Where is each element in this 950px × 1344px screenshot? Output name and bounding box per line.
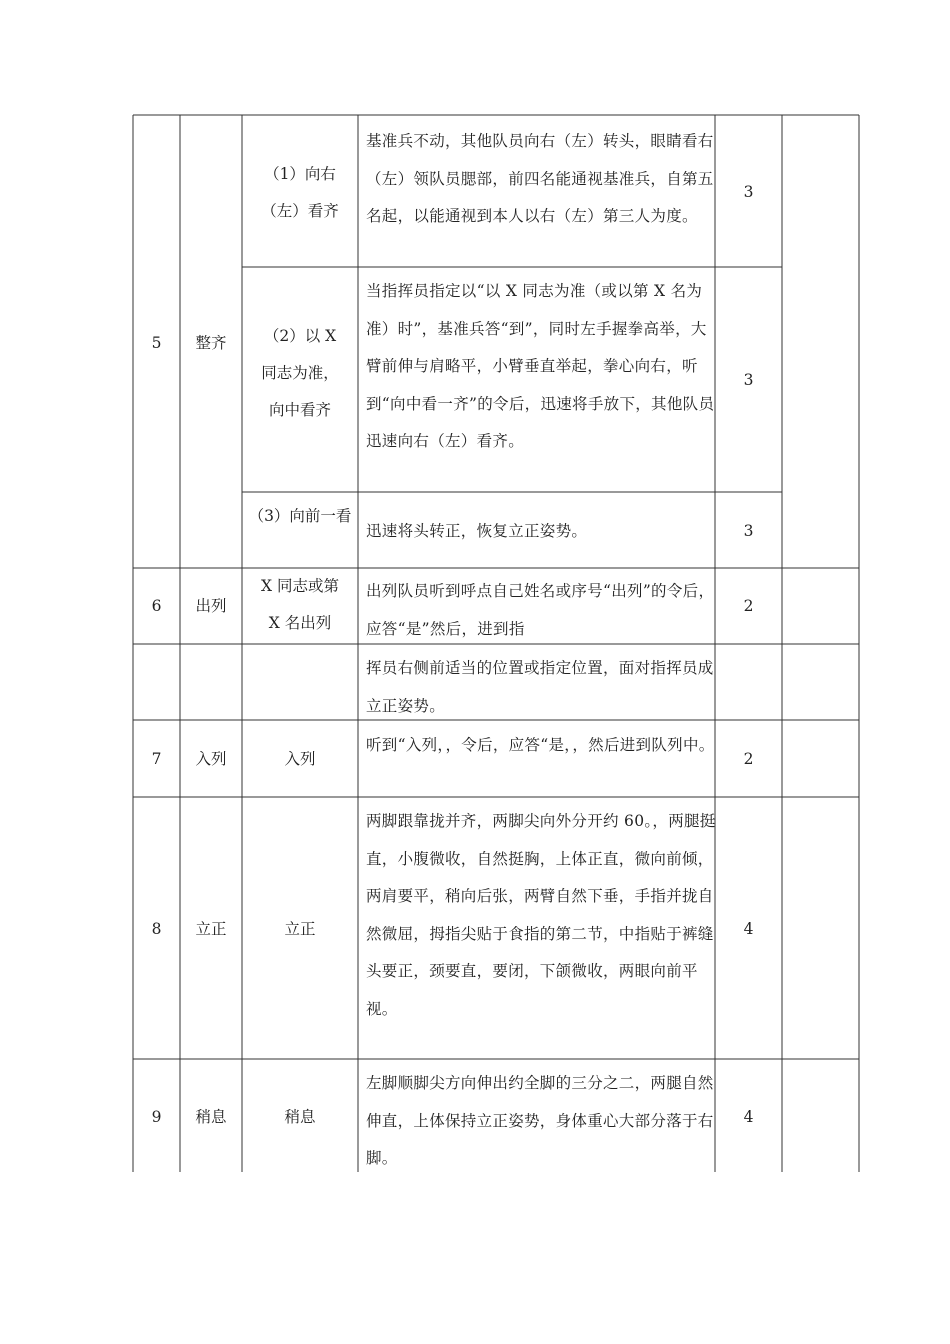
- score: 3: [743, 183, 754, 201]
- item-name: 稍息: [195, 1108, 227, 1126]
- row-number: 8: [151, 920, 162, 938]
- score: 3: [743, 371, 754, 389]
- item-description: 听到“入列，，令后，应答“是，，然后进到队列中。: [366, 736, 715, 754]
- item-name: 出列: [195, 597, 227, 615]
- score: 4: [743, 920, 754, 938]
- score: 2: [743, 597, 754, 615]
- subitem-description: 迅速将头转正，恢复立正姿势。: [366, 522, 588, 540]
- subitem-label: （3）向前一看: [248, 507, 352, 525]
- subitem-label: 同志为准，: [261, 364, 339, 382]
- item-name: 整齐: [195, 334, 227, 352]
- item-description: 两脚跟靠拢并齐，两脚尖向外分开约 60。，两腿挺直，小腹微收，自然挺胸，上体正直，微向前倾，两肩要平，稍向后张，两臂自然下垂，手指并拢自然微屈，拇指尖贴于食指的第二节，中指贴于裤缝头要正，颈要直，要闭，下颌微收，两眼向前平视。: [366, 812, 716, 1018]
- subitem-label: X 同志或第: [261, 577, 339, 595]
- item-name: 立正: [195, 920, 227, 938]
- subitem-label: （左）看齐: [261, 202, 339, 220]
- row-number: 5: [151, 334, 162, 352]
- item-description: 左脚顺脚尖方向伸出约全脚的三分之二，两腿自然伸直，上体保持立正姿势，身体重心大部分落于右脚。: [366, 1074, 714, 1167]
- item-description: 出列队员听到呼点自己姓名或序号“出列”的令后，应答“是”然后，进到指: [366, 582, 715, 638]
- subitem-label: 稍息: [284, 1108, 316, 1126]
- subitem-description: 基准兵不动，其他队员向右（左）转头，眼睛看右（左）领队员腮部，前四名能通视基准兵，自第五名起，以能通视到本人以右（左）第三人为度。: [366, 132, 714, 225]
- score: 2: [743, 750, 754, 768]
- row-number: 6: [151, 597, 162, 615]
- subitem-label: 向中看齐: [268, 401, 331, 419]
- subitem-label: 入列: [284, 750, 316, 768]
- subitem-label: （2）以 X: [263, 327, 337, 345]
- row-number: 9: [151, 1108, 162, 1126]
- item-description-continued: 挥员右侧前适当的位置或指定位置，面对指挥员成立正姿势。: [366, 659, 714, 715]
- subitem-description: 当指挥员指定以“以 X 同志为准（或以第 X 名为准）时”，基准兵答“到”，同时左手握拳高举，大臂前伸与肩略平，小臂垂直举起，拳心向右，听到“向中看一齐”的令后，迅速将手放下，其他队员迅速向右（左）看齐。: [366, 282, 715, 450]
- score: 3: [743, 522, 754, 540]
- subitem-label: （1）向右: [264, 165, 336, 183]
- row-number: 7: [151, 750, 162, 768]
- subitem-label: X 名出列: [268, 614, 332, 632]
- score: 4: [743, 1108, 754, 1126]
- subitem-label: 立正: [284, 920, 316, 938]
- item-name: 入列: [195, 750, 227, 768]
